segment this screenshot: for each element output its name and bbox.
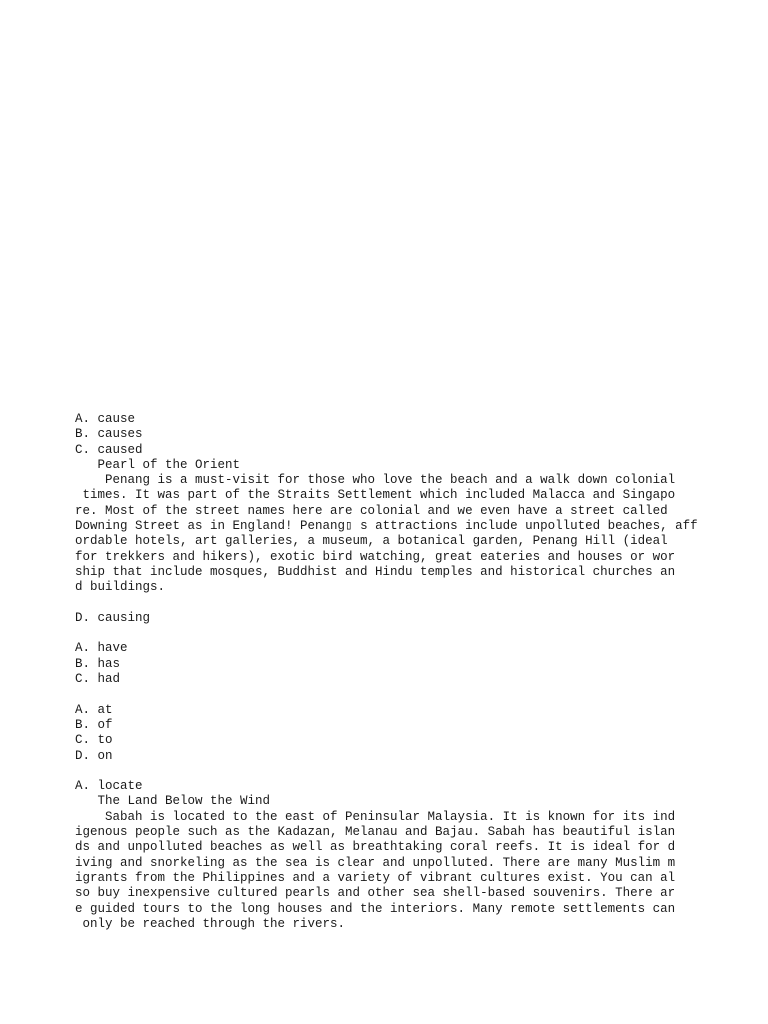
passage-title: Pearl of the Orient [75,457,241,472]
blank-line [75,626,695,641]
passage-line: Downing Street as in England! Penang▯ s attractions include unpolluted beaches, aff [75,519,698,534]
option-c: C. to [75,733,113,748]
passage-line: d buildings. [75,580,166,595]
passage-line: e guided tours to the long houses and the interiors. Many remote settlements can [75,901,676,916]
passage-line: iving and snorkeling as the sea is clear and unpolluted. There are many Muslim m [75,855,676,870]
passage-line: ordable hotels, art galleries, a museum, a botanical garden, Penang Hill (ideal [75,534,668,549]
option-a: A. locate [75,779,143,794]
passage-line: Penang is a must-visit for those who love the beach and a walk down colonial [75,473,676,488]
passage-line: Sabah is located to the east of Peninsular Malaysia. It is known for its ind [75,809,676,824]
option-c: C. had [75,672,121,687]
passage-line: only be reached through the rivers. [75,916,346,931]
option-b: B. of [75,717,113,732]
passage-line: igrants from the Philippines and a variety of vibrant cultures exist. You can al [75,870,676,885]
passage-line: so buy inexpensive cultured pearls and other sea shell-based souvenirs. There ar [75,886,676,901]
passage-title: The Land Below the Wind [75,794,271,809]
document-text [75,412,698,932]
option-b: B. has [75,656,121,671]
passage-line: igenous people such as the Kadazan, Melanau and Bajau. Sabah has beautiful islan [75,825,676,840]
passage-line: ship that include mosques, Buddhist and Hindu temples and historical churches an [75,564,676,579]
option-d: D. causing [75,610,151,625]
passage-line: for trekkers and hikers), exotic bird watching, great eateries and houses or wor [75,549,676,564]
option-b: B. causes [75,427,143,442]
option-a: A. have [75,641,128,656]
passage-line: times. It was part of the Straits Settlement which included Malacca and Singapo [75,488,676,503]
option-a: A. cause [75,412,136,426]
option-d: D. on [75,748,113,763]
blank-line [75,764,695,779]
option-c: C. caused [75,442,143,457]
blank-line [75,687,695,702]
option-a: A. at [75,702,113,717]
passage-line: re. Most of the street names here are colonial and we even have a street called [75,503,668,518]
blank-line [75,596,695,611]
passage-line: ds and unpolluted beaches as well as breathtaking coral reefs. It is ideal for d [75,840,676,855]
